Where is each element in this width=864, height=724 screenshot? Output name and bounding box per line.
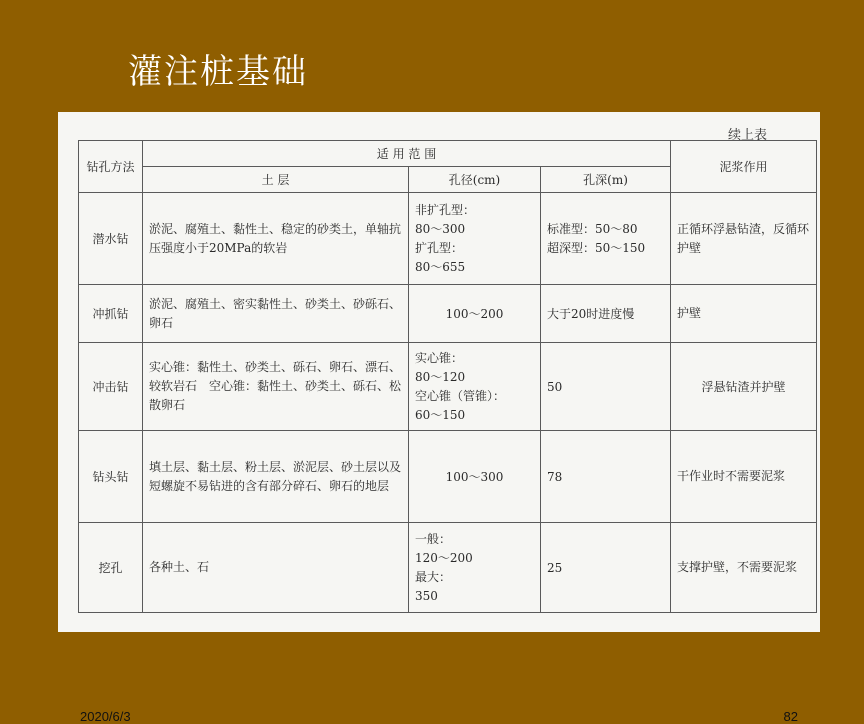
diameter-line: 非扩孔型：	[415, 202, 476, 217]
cell-mud: 干作业时不需要泥浆	[671, 431, 817, 523]
header-diameter: 孔径(cm)	[409, 167, 541, 193]
table-row	[79, 431, 817, 523]
header-depth: 孔深(m)	[541, 167, 671, 193]
cell-method: 冲抓钻	[79, 285, 143, 343]
diameter-line: 扩孔型：	[415, 240, 464, 255]
cell-diameter: 100～200	[409, 285, 541, 343]
depth-line: 超深型：50～150	[547, 240, 646, 255]
diameter-line: 实心锥：	[415, 350, 464, 365]
header-scope: 适 用 范 围	[143, 141, 671, 167]
header-method: 钻孔方法	[79, 141, 143, 193]
cell-soil: 淤泥、腐殖土、黏性土、稳定的砂类土，单轴抗压强度小于20MPa的软岩	[143, 193, 409, 285]
cell-method: 钻头钻	[79, 431, 143, 523]
cell-diameter	[409, 193, 541, 285]
cell-diameter: 100～300	[409, 431, 541, 523]
cell-diameter	[409, 523, 541, 613]
scanned-table-image	[58, 112, 820, 724]
diameter-line: 最大：	[415, 569, 452, 584]
slide-date: 2020/6/3	[80, 709, 131, 724]
cell-diameter	[409, 343, 541, 431]
cell-method: 挖孔	[79, 523, 143, 613]
cell-mud: 浮悬钻渣并护壁	[671, 343, 817, 431]
cell-mud: 支撑护壁，不需要泥浆	[671, 523, 817, 613]
table-row	[79, 285, 817, 343]
cell-depth	[541, 193, 671, 285]
diameter-line: 一般：	[415, 531, 452, 546]
diameter-line: 80～120	[415, 369, 466, 384]
diameter-line: 空心锥（管锥）：	[415, 388, 506, 403]
diameter-line: 80～300	[415, 221, 466, 236]
slide-page-number: 82	[783, 709, 798, 724]
diameter-line: 80～655	[415, 259, 466, 274]
diameter-line: 60～150	[415, 407, 466, 422]
drilling-methods-table	[78, 140, 817, 613]
table-row	[79, 343, 817, 431]
cell-soil: 各种土、石	[143, 523, 409, 613]
table-row	[79, 193, 817, 285]
table-caption: 续上表	[728, 128, 768, 143]
cell-depth: 25	[541, 523, 671, 613]
cell-method: 冲击钻	[79, 343, 143, 431]
diameter-line: 120～200	[415, 550, 473, 565]
cell-depth: 大于20时进度慢	[541, 285, 671, 343]
cell-soil: 淤泥、腐殖土、密实黏性土、砂类土、砂砾石、卵石	[143, 285, 409, 343]
depth-line: 标准型：50～80	[547, 221, 638, 236]
cell-mud: 正循环浮悬钻渣，反循环护壁	[671, 193, 817, 285]
cell-method: 潜水钻	[79, 193, 143, 285]
cell-soil: 实心锥：黏性土、砂类土、砾石、卵石、漂石、较软岩石 空心锥：黏性土、砂类土、砾石、松散卵石	[143, 343, 409, 431]
cell-depth: 50	[541, 343, 671, 431]
header-soil: 土 层	[143, 167, 409, 193]
diameter-line: 350	[415, 588, 438, 603]
cell-depth: 78	[541, 431, 671, 523]
cell-soil: 填土层、黏土层、粉土层、淤泥层、砂土层以及短螺旋不易钻进的含有部分碎石、卵石的地层	[143, 431, 409, 523]
cell-mud: 护壁	[671, 285, 817, 343]
slide-title: 灌注桩基础	[128, 52, 308, 92]
header-mud: 泥浆作用	[671, 141, 817, 193]
table-row	[79, 523, 817, 613]
